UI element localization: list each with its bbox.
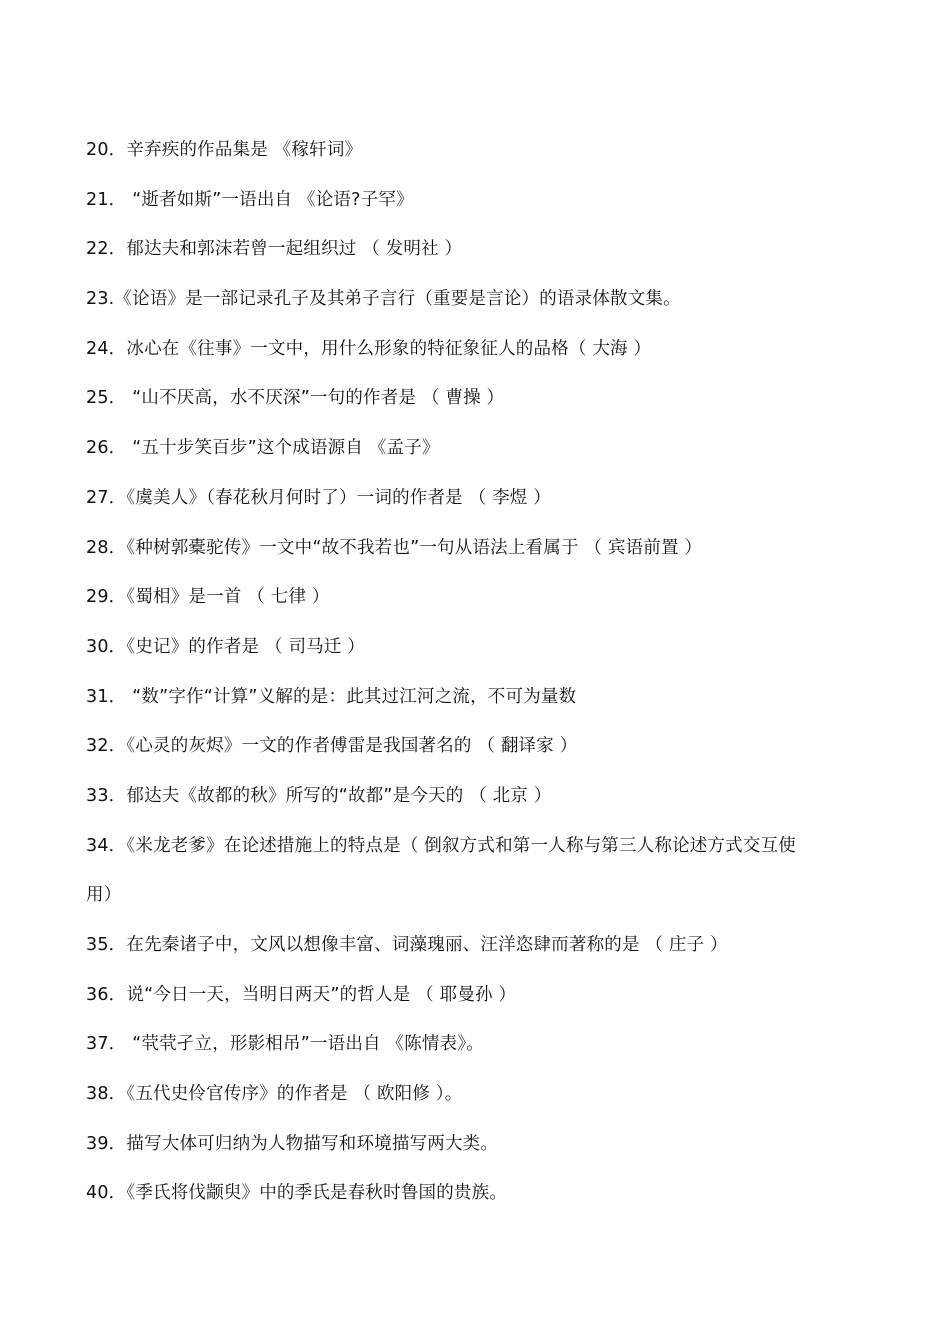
question-line-21: 21． “逝者如斯”一语出自 《论语?子罕》 xyxy=(86,189,414,210)
question-line-22: 22．郁达夫和郭沫若曾一起组织过 （ 发明社 ） xyxy=(86,239,463,260)
question-list xyxy=(86,136,876,1229)
question-line-36: 36．说“今日一天，当明日两天”的哲人是 （ 耶曼孙 ） xyxy=(86,984,517,1005)
question-line-20: 20．辛弃疾的作品集是 《稼轩词》 xyxy=(86,140,363,160)
question-line-29: 29．《蜀相》是一首 （ 七律 ） xyxy=(86,587,330,608)
question-line-32: 32．《心灵的灰烬》一文的作者傅雷是我国著名的 （ 翻译家 ） xyxy=(86,736,578,757)
question-line-31: 31． “数”字作“计算”义解的是：此其过江河之流，不可为量数 xyxy=(86,686,577,707)
question-line-39: 39．描写大体可归纳为人物描写和环境描写两大类。 xyxy=(86,1133,499,1154)
question-line-25: 25． “山不厌高，水不厌深”一句的作者是 （ 曹操 ） xyxy=(86,388,505,409)
question-line-27: 27．《虞美人》（春花秋月何时了）一词的作者是 （ 李煜 ） xyxy=(86,487,551,508)
question-line-34: 34．《米龙老爹》在论述措施上的特点是（ 倒叙方式和第一人称与第三人称论述方式交互使 xyxy=(86,835,796,856)
question-line-24: 24．冰心在《往事》一文中，用什么形象的特征象征人的品格（ 大海 ） xyxy=(86,338,652,359)
question-line-26: 26． “五十步笑百步”这个成语源自 《孟子》 xyxy=(86,438,440,459)
question-line-23: 23.《论语》是一部记录孔子及其弟子言行（重要是言论）的语录体散文集。 xyxy=(86,289,681,310)
question-line-28: 28．《种树郭橐驼传》一文中“故不我若也”一句从语法上看属于 （ 宾语前置 ） xyxy=(86,537,703,558)
question-line-30: 30．《史记》的作者是 （ 司马迁 ） xyxy=(86,636,366,657)
question-line-34-continued: 用） xyxy=(86,885,122,906)
question-line-37: 37． “茕茕孑立，形影相吊”一语出自 《陈情表》。 xyxy=(86,1034,484,1055)
question-line-40: 40．《季氏将伐颛臾》中的季氏是春秋时鲁国的贵族。 xyxy=(86,1183,508,1204)
question-line-38: 38．《五代史伶官传序》的作者是 （ 欧阳修 ）。 xyxy=(86,1084,463,1105)
question-line-33: 33．郁达夫《故都的秋》所写的“故都”是今天的 （ 北京 ） xyxy=(86,785,552,806)
question-line-35: 35．在先秦诸子中，文风以想像丰富、词藻瑰丽、汪洋恣肆而著称的是 （ 庄子 ） xyxy=(86,935,728,955)
